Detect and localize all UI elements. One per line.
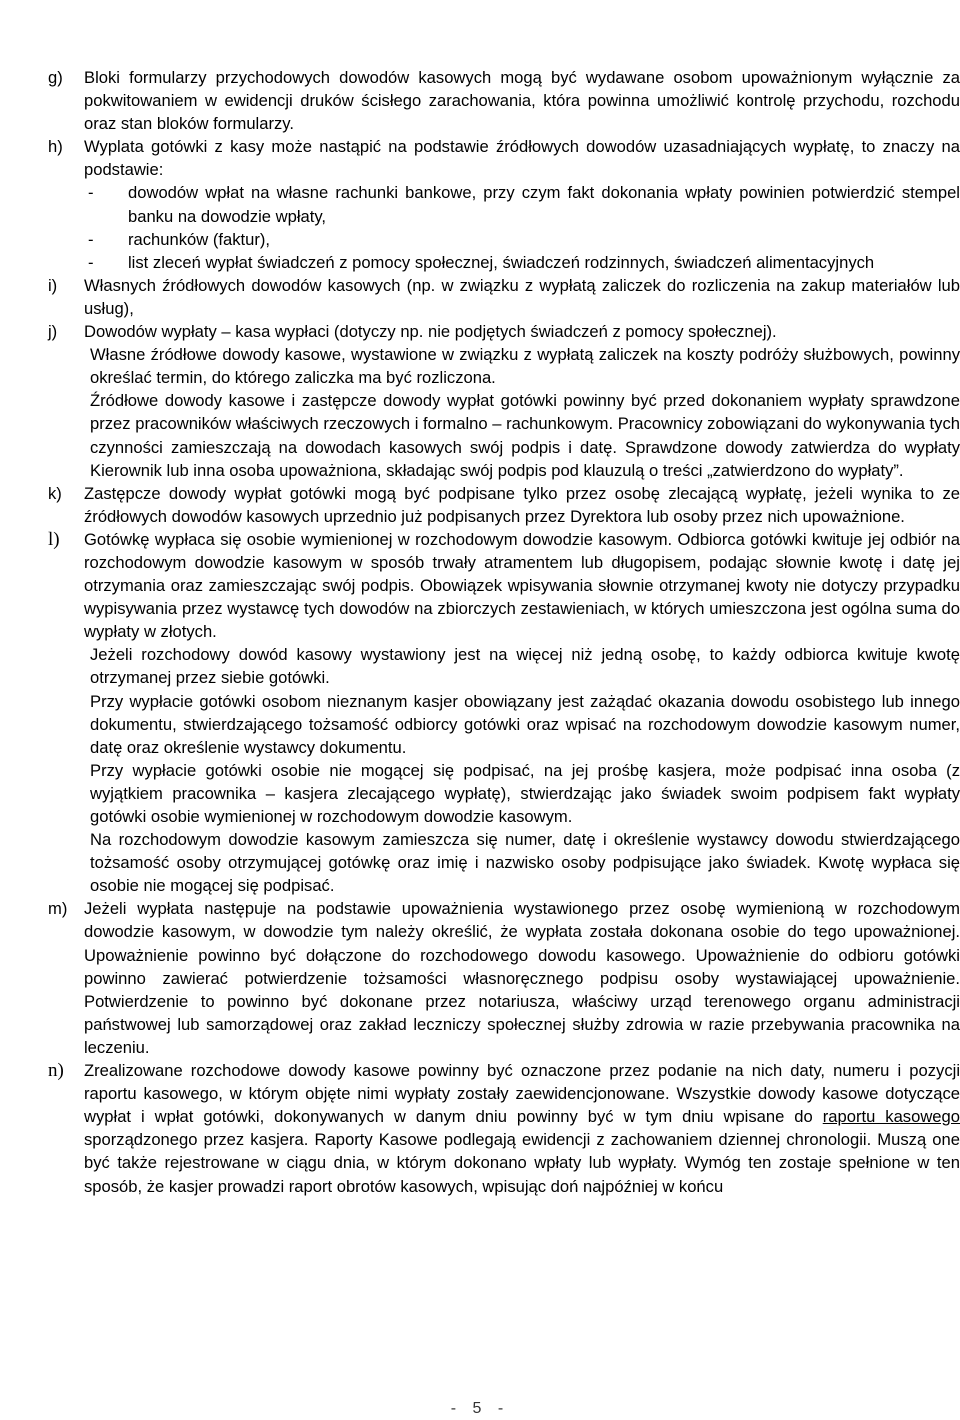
item-text: Bloki formularzy przychodowych dowodów kasowych mogą być wydawane osobom upoważnionym wyłącznie za pokwitowaniem w ewidencji druków ścisłego zarachowania, która powinna umożliwić kontrolę przychodu, rozchodu oraz stan bloków formularzy. bbox=[84, 68, 960, 134]
list-item-g bbox=[48, 66, 960, 135]
dash-marker: - bbox=[88, 183, 94, 203]
list-item-n bbox=[48, 1059, 960, 1198]
list-item-l bbox=[48, 528, 960, 643]
list-item-k bbox=[48, 482, 960, 528]
sub-item bbox=[84, 251, 960, 274]
paragraph: Jeżeli rozchodowy dowód kasowy wystawiony jest na więcej niż jedną osobę, to każdy odbiorca kwituje kwotę otrzymanej przez siebie gotówki. bbox=[90, 645, 960, 688]
item-text: Zastępcze dowody wypłat gotówki mogą być podpisane tylko przez osobę zlecającą wypłatę, jeżeli wynika to ze źródłowych dowodów kasowych uprzednio już podpisanych przez Dyrektora lub osoby przez nich upoważnione. bbox=[84, 483, 960, 526]
paragraph: Przy wypłacie gotówki osobie nie mogącej się podpisać, na jej prośbę kasjera, może podpisać inna osoba (z wyjątkiem pracownika – kasjera zlecającego wypłatę), stwierdzając jako świadek swoim podpisem fakt wypłaty gotówki osobie wymienionej w rozchodowym dowodzie kasowym. bbox=[90, 760, 960, 826]
item-marker: l) bbox=[48, 528, 60, 550]
item-text: Gotówkę wypłaca się osobie wymienionej w rozchodowym dowodzie kasowym. Odbiorca gotówki kwituje jej odbiór na rozchodowym dowodzie kasowym w sposób trwały atramentem lub długopisem, podając słownie kwotę i datę jej otrzymania oraz zamieszczając swój podpis. Obowiązek wpisywania słownie otrzymanej kwoty nie dotyczy przypadku wypisywania przez wystawcę tych dowodów na zbiorczych zestawieniach, w których umieszczona jest ogólna suma do wypłaty w złotych. bbox=[84, 529, 960, 642]
raport-kasowy-link[interactable]: raportu kasowego bbox=[822, 1107, 960, 1127]
dash-marker: - bbox=[88, 252, 94, 272]
sub-item-text: rachunków (faktur), bbox=[128, 229, 271, 249]
item-text: Wyplata gotówki z kasy może nastąpić na podstawie źródłowych dowodów uzasadniających wypłatę, to znaczy na podstawie: bbox=[84, 137, 960, 180]
paragraph: Na rozchodowym dowodzie kasowym zamieszcza się numer, datę i określenie wystawcy dowodu stwierdzającego tożsamość osoby otrzymującej gotówkę oraz imię i nazwisko osoby podpisujące jako świadek. Kwotę wypłaca się osobie nie mogącej się podpisać. bbox=[90, 830, 960, 896]
list-item-h bbox=[48, 135, 960, 181]
list-item-m bbox=[48, 897, 960, 1059]
sub-item bbox=[84, 228, 960, 251]
sub-item-text: list zleceń wypłat świadczeń z pomocy społecznej, świadczeń rodzinnych, świadczeń alimentacyjnych bbox=[128, 252, 875, 272]
item-marker: m) bbox=[48, 899, 68, 919]
list-item-j bbox=[48, 320, 960, 343]
item-text bbox=[84, 1059, 960, 1198]
paragraph: Przy wypłacie gotówki osobom nieznanym kasjer obowiązany jest zażądać okazania dowodu osobistego lub innego dokumentu, stwierdzającego tożsamość odbiorcy gotówki oraz wpisać na rozchodowym dowodzie kasowym numer, datę oraz określenie wystawcy dokumentu. bbox=[90, 691, 960, 757]
item-marker: k) bbox=[48, 483, 62, 503]
item-marker: g) bbox=[48, 68, 63, 87]
sub-item-text: dowodów wpłat na własne rachunki bankowe, przy czym fakt dokonania wpłaty powinien potwierdzić stempel banku na dowodzie wpłaty, bbox=[128, 183, 960, 226]
text-segment: sporządzonego przez kasjera. Raporty Kasowe podlegają ewidencji z zachowaniem dziennej chronologii. Muszą one być także rejestrowane w ciągu dnia, w którym dokonano wpłaty lub wypłaty. Wymóg ten zostaje spełnione w ten sposób, że kasjer prowadzi raport obrotów kasowych, wpisując doń najpóźniej w końcu bbox=[84, 1130, 960, 1196]
item-text: Jeżeli wypłata następuje na podstawie upoważnienia wystawionego przez osobę wymienioną w rozchodowym dowodzie kasowym, w dowodzie tym należy określić, że wypłata została dokonana osobie do tego upoważnionej. Upoważnienie powinno być dołączone do rozchodowego dowodu kasowego. Upoważnienie do odbioru gotówki powinno zawierać potwierdzenie tożsamości własnoręcznego podpisu osoby wystawiającej upoważnienie. Potwierdzenie to powinno być dokonane przez notariusza, właściwy urząd terenowego organu administracji państwowej lub samorządowej oraz zakład leczniczy społecznej służby zdrowia w razie przebywania pracownika na leczeniu. bbox=[84, 899, 960, 1057]
dash-marker: - bbox=[88, 229, 94, 249]
text-segment: Zrealizowane rozchodowe dowody kasowe powinny być oznaczone przez podanie na nich daty, numeru i pozycji raportu kasowego, w którym objęte nimi wypłaty zostały zaewidencjonowane. Wszystkie dowody kasowe dotyczące wypłat i wpłat gotówki, dokonywanych w danym dniu powinny być w tym dniu wpisane do bbox=[84, 1061, 960, 1127]
document-body bbox=[48, 66, 960, 1198]
list-item-i bbox=[48, 274, 960, 320]
item-text: Własnych źródłowych dowodów kasowych (np. w związku z wypłatą zaliczek do rozliczenia na zakup materiałów lub usług), bbox=[84, 275, 960, 318]
page-number: - 5 - bbox=[450, 1400, 510, 1417]
item-text: Dowodów wypłaty – kasa wypłaci (dotyczy np. nie podjętych świadczeń z pomocy społecznej). bbox=[84, 322, 777, 342]
item-marker: i) bbox=[48, 275, 58, 295]
paragraph: Źródłowe dowody kasowe i zastępcze dowody wypłat gotówki powinny być przed dokonaniem wypłaty sprawdzone przez pracowników właściwych rzeczowych i formalno – rachunkowym. Pracownicy zobowiązani do wykonywania tych czynności zamieszczają na dowodach kasowych swój podpis i datę. Sprawdzone dowody zatwierdza do wypłaty Kierownik lub inna osoba upoważniona, składając swój podpis pod klauzulą o treści „zatwierdzono do wypłaty”. bbox=[90, 391, 960, 480]
item-marker: h) bbox=[48, 137, 63, 157]
item-marker: j) bbox=[48, 322, 58, 342]
paragraph: Własne źródłowe dowody kasowe, wystawione w związku z wypłatą zaliczek na koszty podróży służbowych, powinny określać termin, do którego zaliczka ma być rozliczona. bbox=[90, 345, 960, 388]
item-marker: n) bbox=[48, 1060, 64, 1082]
sub-item bbox=[84, 181, 960, 227]
